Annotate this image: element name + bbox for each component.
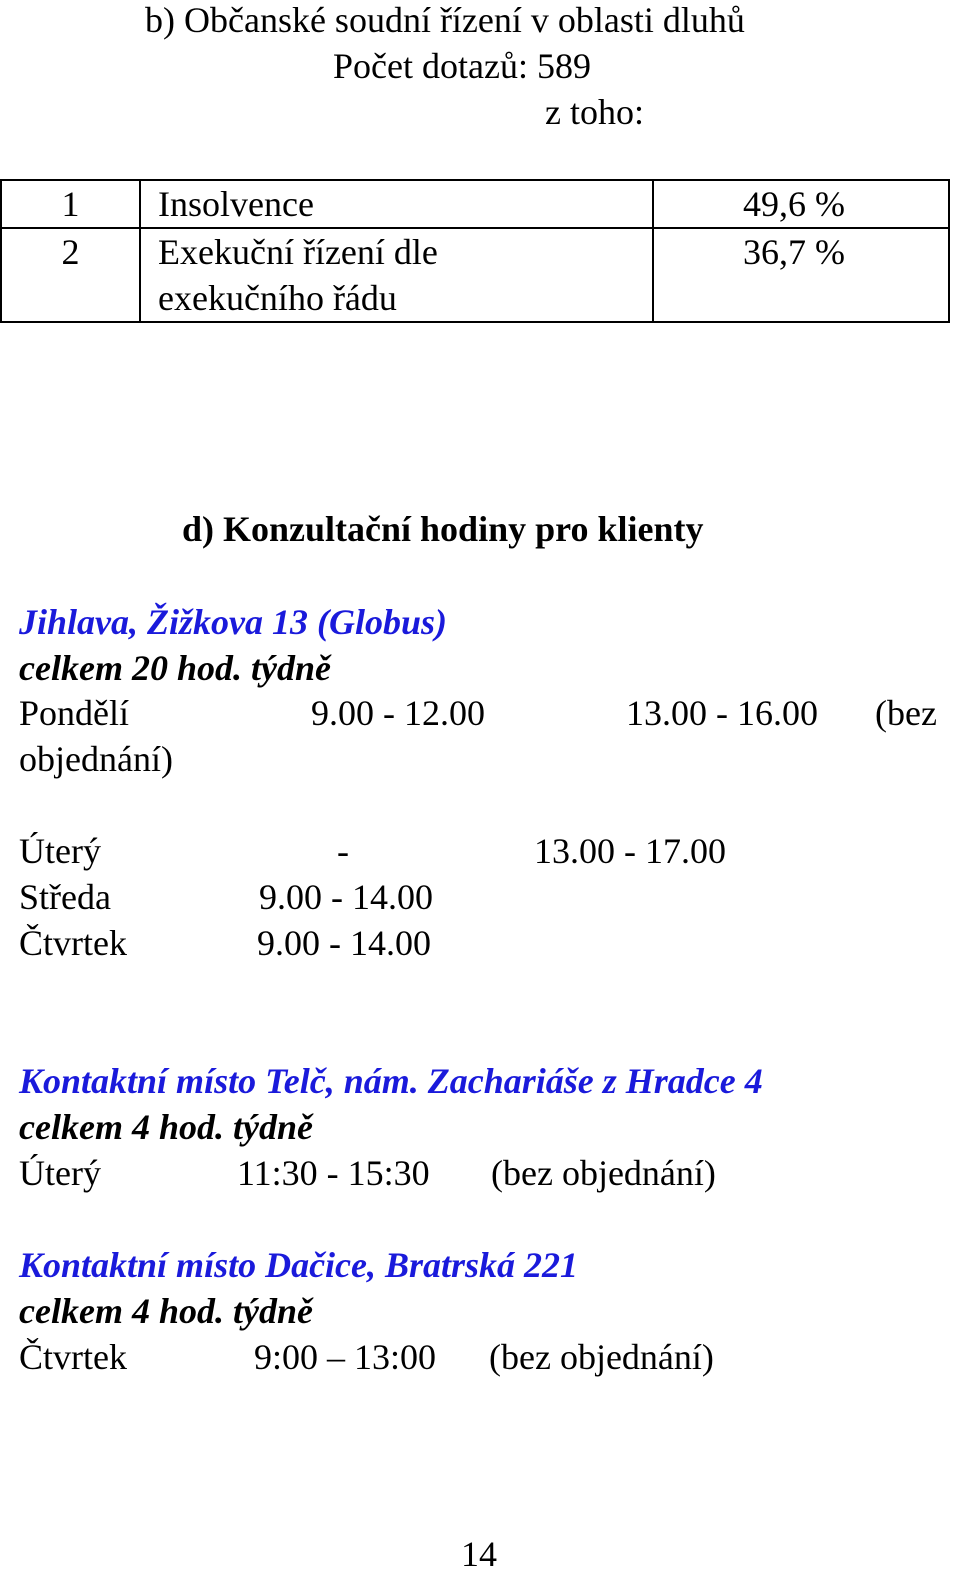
telc-day: Úterý — [19, 1153, 101, 1193]
tuesday-morning: - — [337, 831, 349, 871]
row-number: 2 — [1, 228, 140, 322]
dacice-time: 9:00 – 13:00 — [254, 1337, 437, 1377]
monday-note: (bez — [875, 693, 937, 733]
stats-table — [0, 179, 950, 323]
query-count: Počet dotazů: 589 — [333, 46, 591, 86]
day-thursday: Čtvrtek — [19, 923, 127, 963]
row-name-continued: exekučního řádu — [158, 278, 397, 318]
dacice-heading: Kontaktní místo Dačice, Bratrská 221 — [19, 1245, 579, 1285]
thursday-morning: 9.00 - 14.00 — [257, 923, 431, 963]
dacice-note: (bez objednání) — [489, 1337, 714, 1377]
wednesday-morning: 9.00 - 14.00 — [259, 877, 433, 917]
day-monday: Pondělí — [19, 693, 130, 733]
row-percent: 36,7 % — [653, 228, 949, 322]
row-name-cell — [140, 228, 653, 322]
telc-note: (bez objednání) — [491, 1153, 716, 1193]
jihlava-total: celkem 20 hod. týdně — [19, 648, 331, 688]
day-wednesday: Středa — [19, 877, 111, 917]
jihlava-heading: Jihlava, Žižkova 13 (Globus) — [19, 602, 447, 642]
monday-morning: 9.00 - 12.00 — [311, 693, 485, 733]
row-name: Insolvence — [140, 180, 653, 228]
table-row — [1, 228, 949, 322]
section-b-title: b) Občanské soudní řízení v oblasti dluhů — [145, 0, 745, 40]
monday-note-wrap: objednání) — [19, 739, 173, 779]
page-number: 14 — [461, 1534, 497, 1574]
dacice-day: Čtvrtek — [19, 1337, 127, 1377]
telc-heading: Kontaktní místo Telč, nám. Zachariáše z Hradce 4 — [19, 1061, 763, 1101]
section-d-title: d) Konzultační hodiny pro klienty — [182, 509, 704, 549]
row-percent: 49,6 % — [653, 180, 949, 228]
telc-time: 11:30 - 15:30 — [237, 1153, 430, 1193]
section-b-subtitle: z toho: — [545, 92, 644, 132]
monday-afternoon: 13.00 - 16.00 — [626, 693, 818, 733]
day-tuesday: Úterý — [19, 831, 101, 871]
table-row — [1, 180, 949, 228]
row-name: Exekuční řízení dle — [158, 232, 438, 272]
tuesday-afternoon: 13.00 - 17.00 — [534, 831, 726, 871]
telc-total: celkem 4 hod. týdně — [19, 1107, 313, 1147]
dacice-total: celkem 4 hod. týdně — [19, 1291, 313, 1331]
row-number: 1 — [1, 180, 140, 228]
